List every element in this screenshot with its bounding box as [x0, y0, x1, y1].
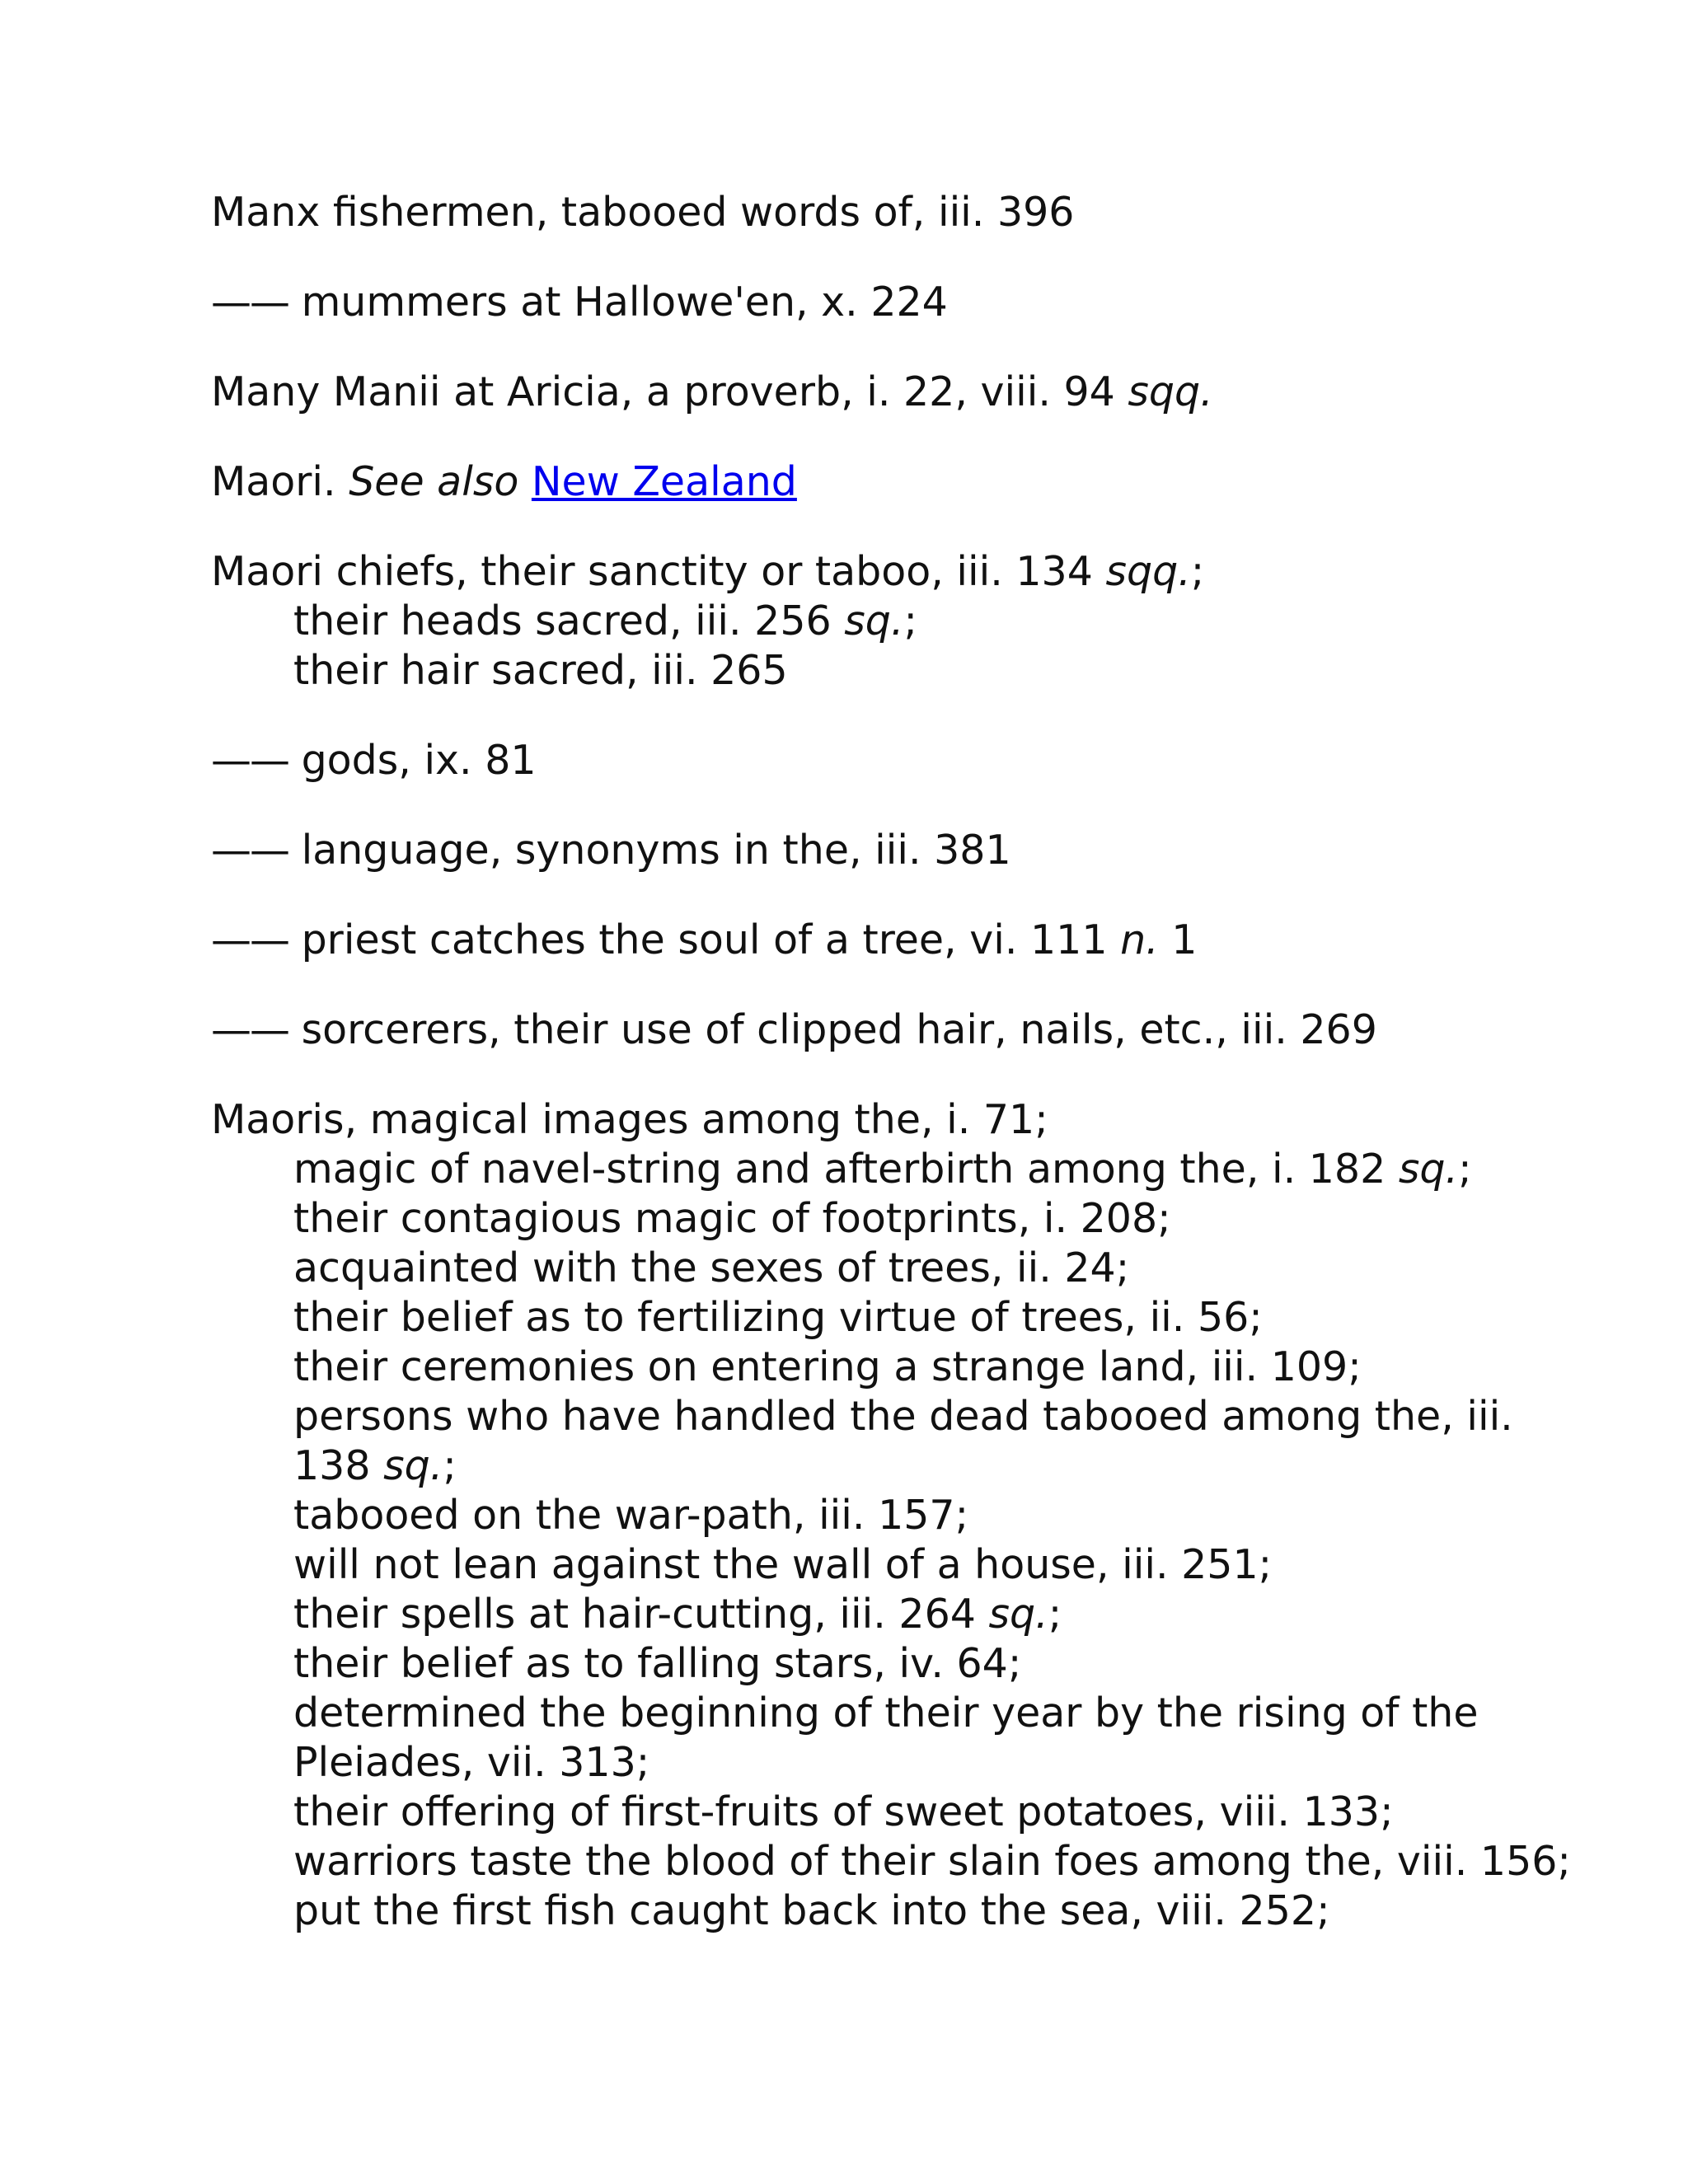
index-entry-line: [211, 368, 1523, 417]
index-entry: [211, 1005, 1523, 1055]
index-subentry-line: [211, 1392, 1523, 1491]
entry-text: acquainted with the sexes of trees, ii. 24;: [293, 1244, 1130, 1291]
entry-text: 1: [1158, 916, 1198, 963]
index-entry-line: [211, 916, 1523, 965]
index-entry-line: [211, 1095, 1523, 1145]
italic-text: sq.: [844, 598, 904, 644]
italic-text: sqq.: [1128, 368, 1213, 415]
entry-text: mummers at Hallowe'en, x. 224: [288, 279, 948, 326]
entry-text: persons who have handled the dead tabooed among the, iii. 138: [293, 1393, 1513, 1489]
index-entry-line: [211, 736, 1523, 785]
italic-text: n.: [1120, 916, 1159, 963]
entry-text: [518, 458, 532, 505]
index-entry: [211, 826, 1523, 875]
index-entry-line: [211, 278, 1523, 327]
entry-text: Many Manii at Aricia, a proverb, i. 22, viii. 94: [211, 368, 1128, 415]
entry-text: priest catches the soul of a tree, vi. 111: [288, 916, 1121, 963]
entry-text: ;: [443, 1442, 457, 1489]
entry-text: their spells at hair-cutting, iii. 264: [293, 1591, 989, 1638]
index-entry: [211, 188, 1523, 237]
entry-text: Maoris, magical images among the, i. 71;: [211, 1096, 1048, 1143]
cross-reference-link[interactable]: New Zealand: [531, 458, 797, 505]
italic-text: sq.: [1398, 1146, 1459, 1193]
index-subentry-line: [211, 1590, 1523, 1639]
index-subentry-line: [211, 1194, 1523, 1244]
index-subentry-line: [211, 1639, 1523, 1689]
italic-text: See also: [349, 458, 519, 505]
index-entry: [211, 547, 1523, 696]
index-entry-line: [211, 826, 1523, 875]
repeat-heading-dash: ——: [211, 279, 288, 326]
index-entry: [211, 278, 1523, 327]
entry-text: their ceremonies on entering a strange land, iii. 109;: [293, 1343, 1362, 1390]
entry-text: their contagious magic of footprints, i. 208;: [293, 1195, 1171, 1242]
repeat-heading-dash: ——: [211, 737, 288, 784]
index-subentry-line: [211, 646, 1523, 696]
entry-text: tabooed on the war-path, iii. 157;: [293, 1492, 969, 1539]
entry-text: Manx fishermen, tabooed words of, iii. 396: [211, 189, 1075, 236]
entry-text: warriors taste the blood of their slain foes among the, viii. 156;: [293, 1838, 1571, 1885]
index-entry-line: [211, 1005, 1523, 1055]
entry-text: ;: [1190, 548, 1205, 595]
repeat-heading-dash: ——: [211, 1006, 288, 1053]
entry-text: their belief as to fertilizing virtue of trees, ii. 56;: [293, 1294, 1263, 1341]
entry-text: Maori.: [211, 458, 349, 505]
repeat-heading-dash: ——: [211, 827, 288, 874]
italic-text: sq.: [988, 1591, 1048, 1638]
repeat-heading-dash: ——: [211, 916, 288, 963]
entry-text: their heads sacred, iii. 256: [293, 598, 845, 644]
entry-text: will not lean against the wall of a house, iii. 251;: [293, 1541, 1273, 1588]
entry-text: their offering of first-fruits of sweet potatoes, viii. 133;: [293, 1788, 1394, 1835]
index-subentry-line: [211, 1788, 1523, 1837]
entry-text: Maori chiefs, their sanctity or taboo, iii. 134: [211, 548, 1106, 595]
entry-text: ;: [1048, 1591, 1062, 1638]
entry-text: ;: [1458, 1146, 1472, 1193]
index-subentry-line: [211, 1689, 1523, 1788]
index-subentry-line: [211, 1540, 1523, 1590]
entry-text: gods, ix. 81: [288, 737, 537, 784]
index-subentry-line: [211, 1491, 1523, 1540]
index-subentry-line: [211, 1886, 1523, 1936]
entry-text: put the first fish caught back into the sea, viii. 252;: [293, 1887, 1330, 1934]
italic-text: sqq.: [1105, 548, 1191, 595]
index-subentry-line: [211, 1145, 1523, 1194]
index-entry: [211, 457, 1523, 507]
index-subentry-line: [211, 1293, 1523, 1343]
index-entry-line: [211, 547, 1523, 597]
index-entry: [211, 368, 1523, 417]
index-entry-line: [211, 457, 1523, 507]
index-entry: [211, 1095, 1571, 1936]
italic-text: sq.: [383, 1442, 443, 1489]
entry-text: determined the beginning of their year by the rising of the Pleiades, vii. 313;: [293, 1690, 1479, 1786]
entry-text: ;: [903, 598, 917, 644]
entry-text: magic of navel-string and afterbirth among the, i. 182: [293, 1146, 1399, 1193]
entry-text: sorcerers, their use of clipped hair, nails, etc., iii. 269: [288, 1006, 1377, 1053]
index-subentry-line: [211, 1244, 1523, 1293]
index-entries: [211, 188, 1571, 1936]
index-subentry-line: [211, 597, 1523, 646]
index-subentry-line: [211, 1343, 1523, 1392]
index-entry: [211, 736, 1523, 785]
index-subentry-line: [211, 1837, 1571, 1886]
entry-text: language, synonyms in the, iii. 381: [288, 827, 1011, 874]
entry-text: their hair sacred, iii. 265: [293, 647, 788, 694]
entry-text: their belief as to falling stars, iv. 64;: [293, 1640, 1022, 1687]
index-entry: [211, 916, 1523, 965]
index-entry-line: [211, 188, 1523, 237]
